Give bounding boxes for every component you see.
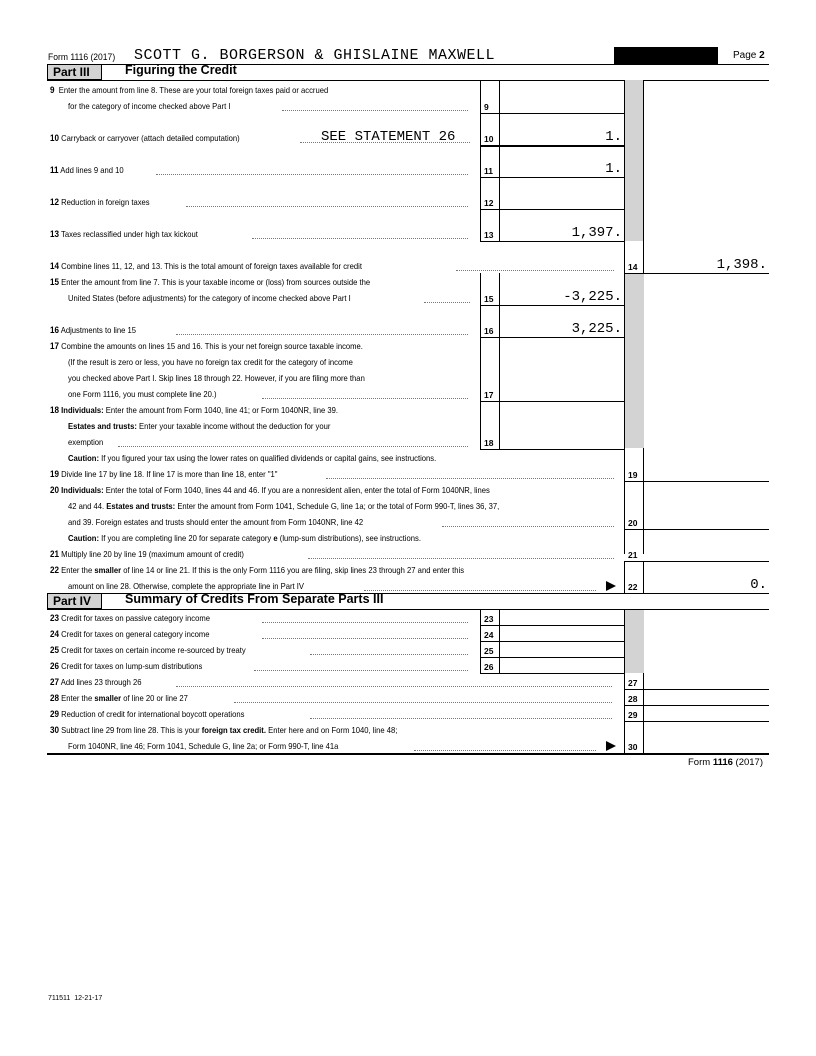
line21-text: Multiply line 20 by line 19 (maximum amount of credit) [61, 549, 244, 559]
form-label: Form 1116 (2017) [48, 52, 116, 63]
arrow-icon [606, 741, 616, 751]
arrow-icon [606, 581, 616, 591]
line18-text: Enter the amount from Form 1040, line 41; or Form 1040NR, line 39. [105, 405, 338, 415]
line16-value[interactable]: 3,225. [571, 321, 622, 337]
part4-label: Part IV [47, 593, 102, 609]
line22-text: of line 14 or line 21. If this is the only Form 1116 you are filing, skip lines 23 through 27 and enter this [123, 565, 465, 575]
line22-value[interactable]: 0. [750, 577, 767, 593]
line27-text: Add lines 23 through 26 [60, 677, 142, 687]
line13-value[interactable]: 1,397. [571, 225, 622, 241]
line17-text: Combine the amounts on lines 15 and 16. This is your net foreign source taxable income. [61, 341, 363, 351]
line13-text: Taxes reclassified under high tax kickout [61, 229, 198, 239]
line29-text: Reduction of credit for international boycott operations [61, 709, 245, 719]
part3-label: Part III [47, 64, 102, 80]
inner-box-left [480, 80, 481, 242]
shaded-column-b [625, 274, 644, 448]
footer-form-label: Form 1116 (2017) [688, 757, 764, 768]
line28-text: of line 20 or line 27 [123, 693, 188, 703]
shaded-column-c [625, 610, 644, 673]
caution-1: Caution: If you figured your tax using the lower rates on qualified dividends or capital gains, see instructions. [68, 453, 437, 463]
line9-text: Enter the amount from line 8. These are your total foreign taxes paid or accrued [58, 85, 329, 95]
line14-value[interactable]: 1,398. [716, 257, 767, 273]
part4-title: Summary of Credits From Separate Parts III [125, 592, 384, 606]
line25-text: Credit for taxes on certain income re-sourced by treaty [61, 645, 246, 655]
line15-value[interactable]: -3,225. [563, 289, 622, 305]
line10-text: Carryback or carryover (attach detailed computation) [61, 133, 240, 143]
part3-rule [47, 80, 769, 81]
line10-note: SEE STATEMENT 26 [321, 129, 456, 145]
line9-text2: for the category of income checked above Part I [68, 101, 231, 111]
line19-text: Divide line 17 by line 18. If line 17 is more than line 18, enter "1" [61, 469, 278, 479]
caution-2: Caution: If you are completing line 20 for separate category e (lump-sum distributions), see instructions. [68, 533, 421, 543]
line23-text: Credit for taxes on passive category income [61, 613, 210, 623]
line11-text: Add lines 9 and 10 [60, 165, 124, 175]
page-number: 2 [759, 50, 765, 61]
form-code: 711511 12-21-17 [48, 995, 103, 1002]
page-label: Page [733, 50, 757, 61]
line10-value[interactable]: 1. [605, 129, 622, 145]
redacted-ssn [614, 47, 718, 64]
line16-text: Adjustments to line 15 [60, 325, 137, 335]
page-indicator [733, 50, 765, 61]
line12-text: Reduction in foreign taxes [61, 197, 150, 207]
line20-text: Enter the total of Form 1040, lines 44 and 46. If you are a nonresident alien, enter the total of Form 1040NR, lines [105, 485, 490, 495]
taxpayer-name: SCOTT G. BORGERSON & GHISLAINE MAXWELL [134, 47, 496, 64]
line15-text2: United States (before adjustments) for the category of income checked above Part I [68, 293, 351, 303]
line11-value[interactable]: 1. [605, 161, 622, 177]
line14-text: Combine lines 11, 12, and 13. This is the total amount of foreign taxes available for credit [61, 261, 362, 271]
line26-text: Credit for taxes on lump-sum distributions [61, 661, 203, 671]
part3-title: Figuring the Credit [125, 63, 237, 77]
line15-text: Enter the amount from line 7. This is your taxable income or (loss) from sources outside the [61, 277, 371, 287]
shaded-column-a [625, 80, 644, 241]
line30-text: Enter here and on Form 1040, line 48; [268, 725, 398, 735]
line24-text: Credit for taxes on general category income [61, 629, 210, 639]
